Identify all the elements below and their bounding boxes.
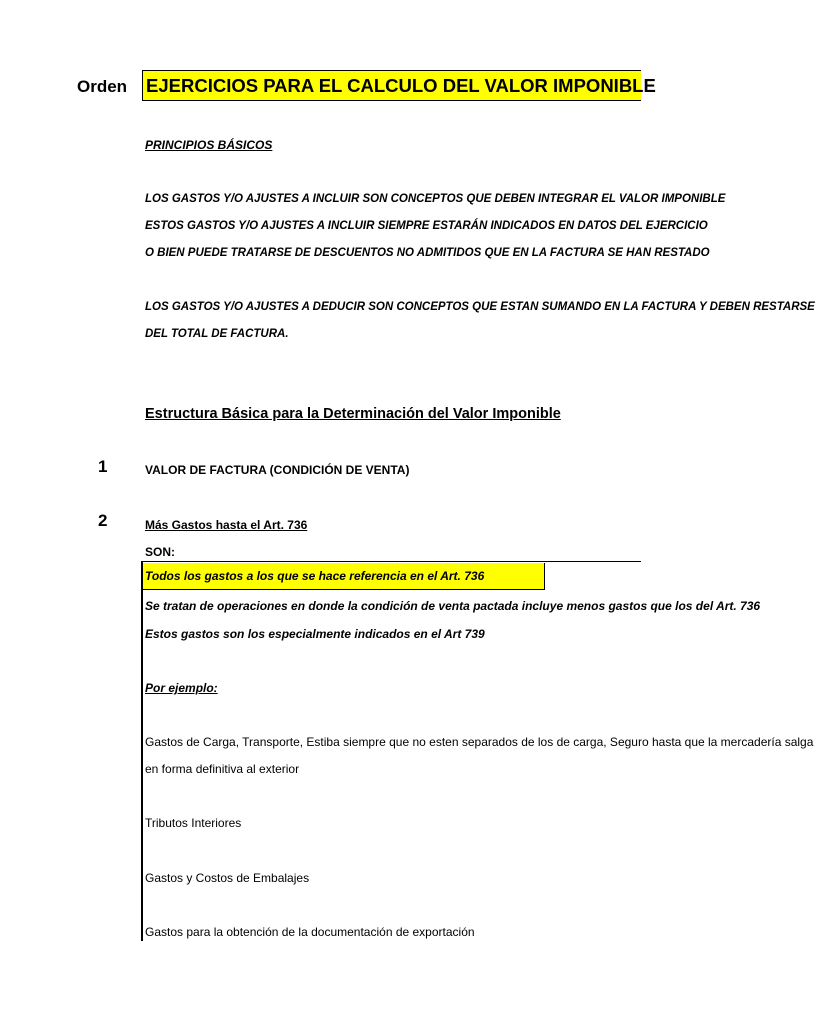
page-title: EJERCICIOS PARA EL CALCULO DEL VALOR IMPONIBLE [142,70,641,101]
example-line-5: Gastos para la obtención de la documentación de exportación [145,925,475,939]
estructura-title: Estructura Básica para la Determinación del Valor Imponible [145,406,561,422]
box-line-2: Estos gastos son los especialmente indicados en el Art 739 [145,627,485,641]
example-line-1: Gastos de Carga, Transporte, Estiba siempre que no esten separados de los de carga, Seguro hasta que la mercadería salga [145,735,814,749]
example-line-3: Tributos Interiores [145,816,242,830]
item-label-1: VALOR DE FACTURA (CONDICIÓN DE VENTA) [145,463,410,477]
principios-line-5: DEL TOTAL DE FACTURA. [145,328,289,340]
ejemplo-label: Por ejemplo: [145,681,218,695]
box-top-border [142,561,641,562]
example-line-2: en forma definitiva al exterior [145,762,300,776]
box-line-1: Se tratan de operaciones en donde la condición de venta pactada incluye menos gastos que los del Art. 736 [145,599,761,613]
principios-line-2: ESTOS GASTOS Y/O AJUSTES A INCLUIR SIEMPRE ESTARÁN INDICADOS EN DATOS DEL EJERCICIO [145,220,708,232]
orden-label: Orden [77,77,128,96]
item-label-2: Más Gastos hasta el Art. 736 [145,518,308,532]
item-number-1: 1 [98,457,108,476]
son-label: SON: [145,545,175,559]
principios-heading: PRINCIPIOS BÁSICOS [145,138,273,152]
principios-line-1: LOS GASTOS Y/O AJUSTES A INCLUIR SON CONCEPTOS QUE DEBEN INTEGRAR EL VALOR IMPONIBLE [145,193,726,205]
example-line-4: Gastos y Costos de Embalajes [145,871,310,885]
highlighted-cell: Todos los gastos a los que se hace referencia en el Art. 736 [143,563,545,590]
box-left-border [141,561,143,941]
principios-line-3: O BIEN PUEDE TRATARSE DE DESCUENTOS NO ADMITIDOS QUE EN LA FACTURA SE HAN RESTADO [145,247,710,259]
item-number-2: 2 [98,511,108,530]
principios-line-4: LOS GASTOS Y/O AJUSTES A DEDUCIR SON CONCEPTOS QUE ESTAN SUMANDO EN LA FACTURA Y DEBEN RESTARSE [145,301,815,313]
